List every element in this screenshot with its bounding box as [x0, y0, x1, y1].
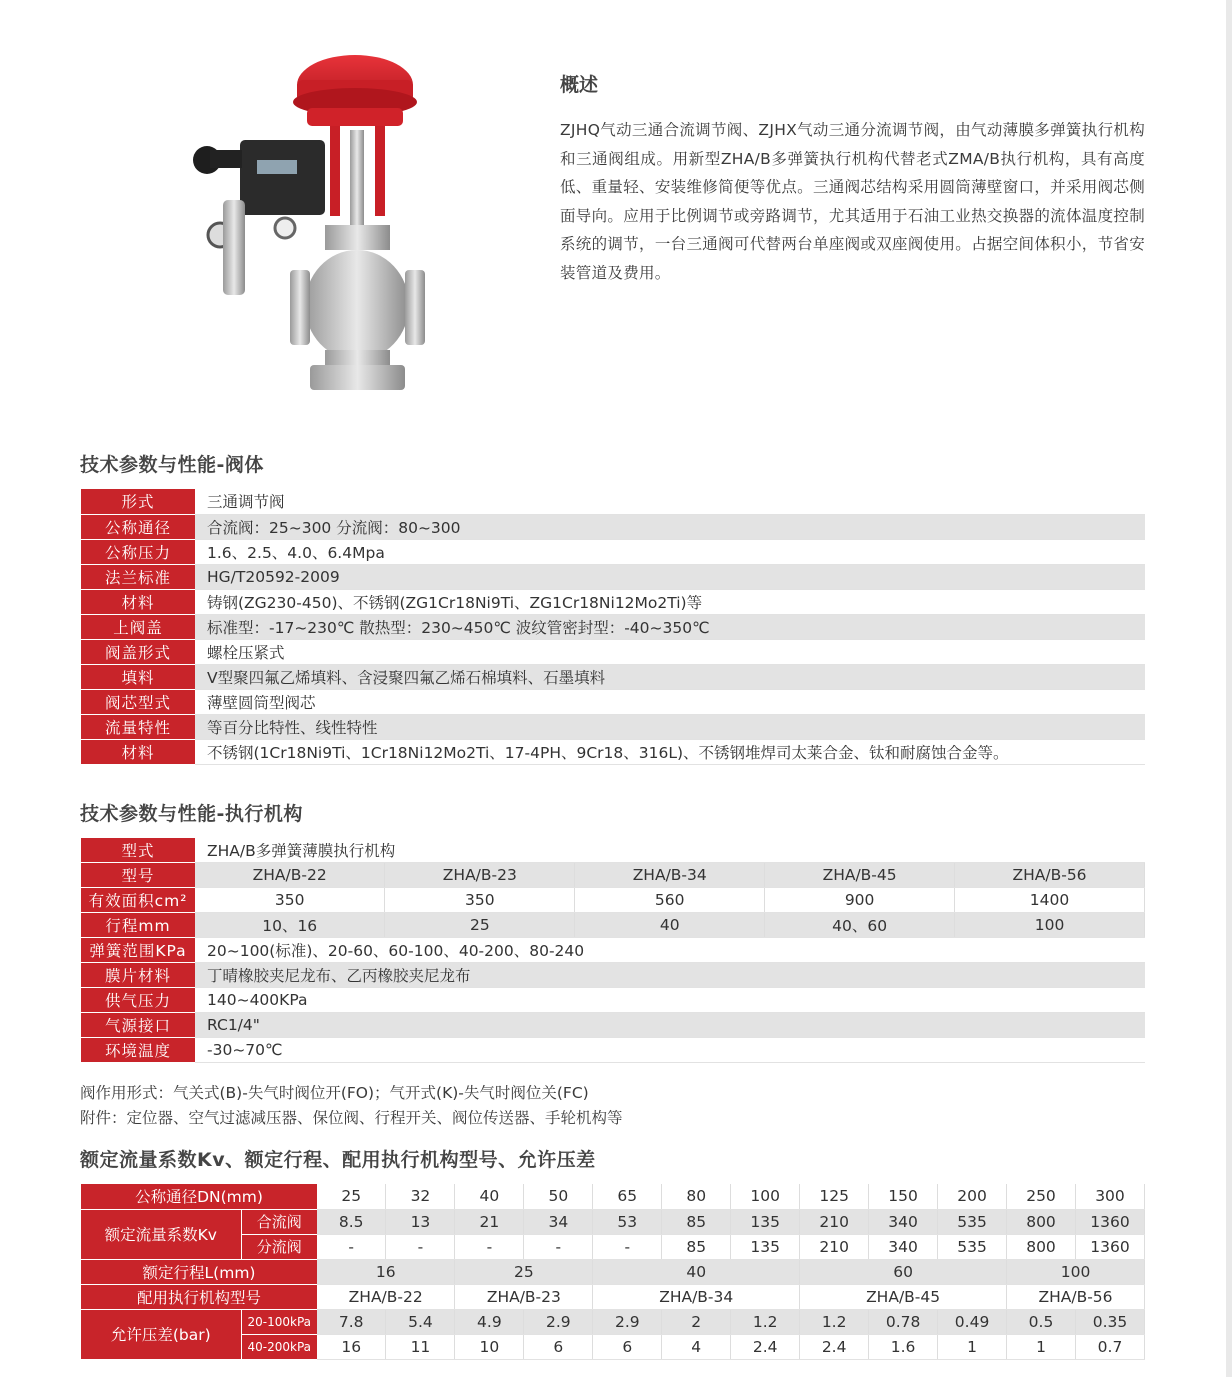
table-cell: 1.6 [869, 1334, 938, 1359]
table-row [81, 1234, 1145, 1259]
table-cell: 6 [593, 1334, 662, 1359]
table-cell: ZHA/B-34 [593, 1284, 800, 1309]
row-label: 膜片材料 [81, 962, 195, 987]
table-cell: 0.35 [1075, 1309, 1144, 1334]
row-value: 合流阀：25~300 分流阀：80~300 [195, 514, 1145, 539]
table-cell: 0.7 [1075, 1334, 1144, 1359]
row-value: 140~400KPa [195, 987, 1145, 1012]
table-cell: 25 [385, 913, 575, 938]
table-cell: 21 [455, 1209, 524, 1234]
table-cell: 32 [386, 1184, 455, 1209]
table-cell: 535 [938, 1209, 1007, 1234]
table-cell: 340 [869, 1234, 938, 1259]
table-cell: 40、60 [765, 913, 955, 938]
table-row [81, 564, 1145, 589]
notes [80, 1081, 623, 1131]
table-cell: 40 [575, 913, 765, 938]
table-cell: 34 [524, 1209, 593, 1234]
table-cell: 150 [869, 1184, 938, 1209]
table-cell: 7.8 [317, 1309, 386, 1334]
body-spec-table [81, 489, 1145, 765]
table-cell: 100 [731, 1184, 800, 1209]
table-cell: - [593, 1234, 662, 1259]
valve-product-image [185, 50, 430, 395]
row-value: 铸钢(ZG230-450)、不锈钢(ZG1Cr18Ni9Ti、ZG1Cr18Ni12Mo2Ti)等 [195, 589, 1145, 614]
row-value: 螺栓压紧式 [195, 639, 1145, 664]
sub-label: 分流阀 [241, 1234, 317, 1259]
table-row [81, 888, 1145, 913]
table-row [81, 539, 1145, 564]
table-cell: 1 [938, 1334, 1007, 1359]
table-cell: 8.5 [317, 1209, 386, 1234]
table-cell: 350 [195, 888, 385, 913]
actuator-spec-table [81, 838, 1145, 1063]
table-cell: 85 [662, 1234, 731, 1259]
table-cell: 0.5 [1007, 1309, 1076, 1334]
table-row [81, 1012, 1145, 1037]
table-cell: 50 [524, 1184, 593, 1209]
table-cell: ZHA/B-56 [955, 863, 1145, 888]
table-cell: 200 [938, 1184, 1007, 1209]
row-value: 1.6、2.5、4.0、6.4Mpa [195, 539, 1145, 564]
row-value: HG/T20592-2009 [195, 564, 1145, 589]
table-cell: 40 [455, 1184, 524, 1209]
overview-title: 概述 [560, 74, 599, 96]
table-cell: 25 [455, 1259, 593, 1284]
table-cell: ZHA/B-22 [317, 1284, 455, 1309]
row-label: 法兰标准 [81, 564, 195, 589]
sub-label: 合流阀 [241, 1209, 317, 1234]
table-cell: - [524, 1234, 593, 1259]
table-row [81, 1334, 1145, 1359]
table-cell: 1360 [1075, 1209, 1144, 1234]
table-cell: 800 [1007, 1234, 1076, 1259]
row-label: 额定流量系数Kv [81, 1209, 241, 1259]
table-row [81, 1259, 1145, 1284]
table-cell: 125 [800, 1184, 869, 1209]
table-cell: 2 [662, 1309, 731, 1334]
table-cell: 60 [800, 1259, 1007, 1284]
table-row [81, 1309, 1145, 1334]
flow-section-title: 额定流量系数Kv、额定行程、配用执行机构型号、允许压差 [80, 1149, 596, 1171]
note-accessories: 附件：定位器、空气过滤减压器、保位阀、行程开关、阀位传送器、手轮机构等 [80, 1109, 623, 1127]
body-section-title: 技术参数与性能-阀体 [80, 454, 264, 476]
table-cell: 16 [317, 1334, 386, 1359]
row-value: 标准型：-17~230℃ 散热型：230~450℃ 波纹管密封型：-40~350℃ [195, 614, 1145, 639]
row-label: 环境温度 [81, 1037, 195, 1062]
table-cell: 135 [731, 1234, 800, 1259]
table-row [81, 1209, 1145, 1234]
row-label: 材料 [81, 739, 195, 764]
row-value: -30~70℃ [195, 1037, 1145, 1062]
actuator-section-title: 技术参数与性能-执行机构 [80, 803, 303, 825]
table-row [81, 489, 1145, 514]
table-row [81, 913, 1145, 938]
table-row [81, 1184, 1145, 1209]
row-label: 上阀盖 [81, 614, 195, 639]
table-cell: - [317, 1234, 386, 1259]
table-row [81, 589, 1145, 614]
table-cell: ZHA/B-22 [195, 863, 385, 888]
row-label: 弹簧范围KPa [81, 938, 195, 963]
row-value: ZHA/B多弹簧薄膜执行机构 [195, 838, 1145, 863]
table-row [81, 987, 1145, 1012]
table-cell: ZHA/B-45 [765, 863, 955, 888]
table-cell: 560 [575, 888, 765, 913]
row-label: 供气压力 [81, 987, 195, 1012]
table-cell: 0.78 [869, 1309, 938, 1334]
flow-spec-table [81, 1184, 1145, 1360]
table-cell: 80 [662, 1184, 731, 1209]
table-cell: 1400 [955, 888, 1145, 913]
table-cell: 135 [731, 1209, 800, 1234]
row-label: 气源接口 [81, 1012, 195, 1037]
table-cell: - [386, 1234, 455, 1259]
table-cell: 2.9 [593, 1309, 662, 1334]
table-cell: 2.4 [800, 1334, 869, 1359]
row-value: 三通调节阀 [195, 489, 1145, 514]
table-cell: 40 [593, 1259, 800, 1284]
note-action-type: 阀作用形式：气关式(B)-失气时阀位开(FO)；气开式(K)-失气时阀位关(FC) [80, 1084, 589, 1102]
table-cell: 300 [1075, 1184, 1144, 1209]
table-cell: 25 [317, 1184, 386, 1209]
row-value: V型聚四氟乙烯填料、含浸聚四氟乙烯石棉填料、石墨填料 [195, 664, 1145, 689]
table-cell: 900 [765, 888, 955, 913]
table-cell: 11 [386, 1334, 455, 1359]
table-cell: 340 [869, 1209, 938, 1234]
row-value: 不锈钢(1Cr18Ni9Ti、1Cr18Ni12Mo2Ti、17-4PH、9Cr18、316L)、不锈钢堆焊司太莱合金、钛和耐腐蚀合金等。 [195, 739, 1145, 764]
table-cell: 13 [386, 1209, 455, 1234]
table-cell: 10、16 [195, 913, 385, 938]
table-cell: 4 [662, 1334, 731, 1359]
row-label: 材料 [81, 589, 195, 614]
table-cell: 5.4 [386, 1309, 455, 1334]
table-cell: 65 [593, 1184, 662, 1209]
table-cell: 100 [1007, 1259, 1145, 1284]
row-label: 额定行程L(mm) [81, 1259, 317, 1284]
table-row [81, 614, 1145, 639]
table-row [81, 664, 1145, 689]
overview-text: ZJHQ气动三通合流调节阀、ZJHX气动三通分流调节阀，由气动薄膜多弹簧执行机构和三通阀组成。用新型ZHA/B多弹簧执行机构代替老式ZMA/B执行机构，具有高度低、重量轻、安装维修简便等优点。三通阀芯结构采用圆筒薄壁窗口，并采用阀芯侧面导向。应用于比例调节或旁路调节，尤其适用于石油工业热交换器的流体温度控制系统的调节，一台三通阀可代替两台单座阀或双座阀使用。占据空间体积小，节省安装管道及费用。 [560, 121, 1145, 282]
table-cell: 535 [938, 1234, 1007, 1259]
table-row [81, 1284, 1145, 1309]
table-cell: 350 [385, 888, 575, 913]
table-cell: 100 [955, 913, 1145, 938]
table-row [81, 838, 1145, 863]
table-cell: 53 [593, 1209, 662, 1234]
row-label: 型式 [81, 838, 195, 863]
table-cell: 1.2 [731, 1309, 800, 1334]
row-label: 公称通径DN(mm) [81, 1184, 317, 1209]
table-cell: ZHA/B-34 [575, 863, 765, 888]
sub-label: 20-100kPa [241, 1309, 317, 1334]
table-cell: - [455, 1234, 524, 1259]
table-row [81, 962, 1145, 987]
table-cell: 800 [1007, 1209, 1076, 1234]
row-label: 行程mm [81, 913, 195, 938]
row-label: 型号 [81, 863, 195, 888]
row-value: RC1/4" [195, 1012, 1145, 1037]
table-cell: 1360 [1075, 1234, 1144, 1259]
row-label: 公称通径 [81, 514, 195, 539]
row-label: 形式 [81, 489, 195, 514]
table-row [81, 639, 1145, 664]
table-row [81, 514, 1145, 539]
table-cell: 250 [1007, 1184, 1076, 1209]
row-label: 有效面积cm² [81, 888, 195, 913]
table-cell: 2.4 [731, 1334, 800, 1359]
table-cell: ZHA/B-23 [385, 863, 575, 888]
table-cell: 4.9 [455, 1309, 524, 1334]
table-row [81, 1037, 1145, 1062]
table-row [81, 863, 1145, 888]
table-row [81, 739, 1145, 764]
row-label: 填料 [81, 664, 195, 689]
table-cell: 0.49 [938, 1309, 1007, 1334]
table-cell: 210 [800, 1209, 869, 1234]
table-cell: 10 [455, 1334, 524, 1359]
table-cell: ZHA/B-45 [800, 1284, 1007, 1309]
row-label: 流量特性 [81, 714, 195, 739]
table-cell: 85 [662, 1209, 731, 1234]
table-cell: 210 [800, 1234, 869, 1259]
table-cell: 16 [317, 1259, 455, 1284]
row-label: 公称压力 [81, 539, 195, 564]
table-cell: 6 [524, 1334, 593, 1359]
row-value: 等百分比特性、线性特性 [195, 714, 1145, 739]
table-cell: 2.9 [524, 1309, 593, 1334]
row-value: 20~100(标准)、20-60、60-100、40-200、80-240 [195, 938, 1145, 963]
table-cell: 1 [1007, 1334, 1076, 1359]
row-value: 丁晴橡胶夹尼龙布、乙丙橡胶夹尼龙布 [195, 962, 1145, 987]
row-label: 阀芯型式 [81, 689, 195, 714]
table-row [81, 689, 1145, 714]
row-label: 阀盖形式 [81, 639, 195, 664]
page-edge [1226, 0, 1232, 1377]
sub-label: 40-200kPa [241, 1334, 317, 1359]
row-label: 允许压差(bar) [81, 1309, 241, 1359]
table-cell: 1.2 [800, 1309, 869, 1334]
table-cell: ZHA/B-56 [1007, 1284, 1145, 1309]
row-label: 配用执行机构型号 [81, 1284, 317, 1309]
table-cell: ZHA/B-23 [455, 1284, 593, 1309]
row-value: 薄壁圆筒型阀芯 [195, 689, 1145, 714]
table-row [81, 938, 1145, 963]
table-row [81, 714, 1145, 739]
